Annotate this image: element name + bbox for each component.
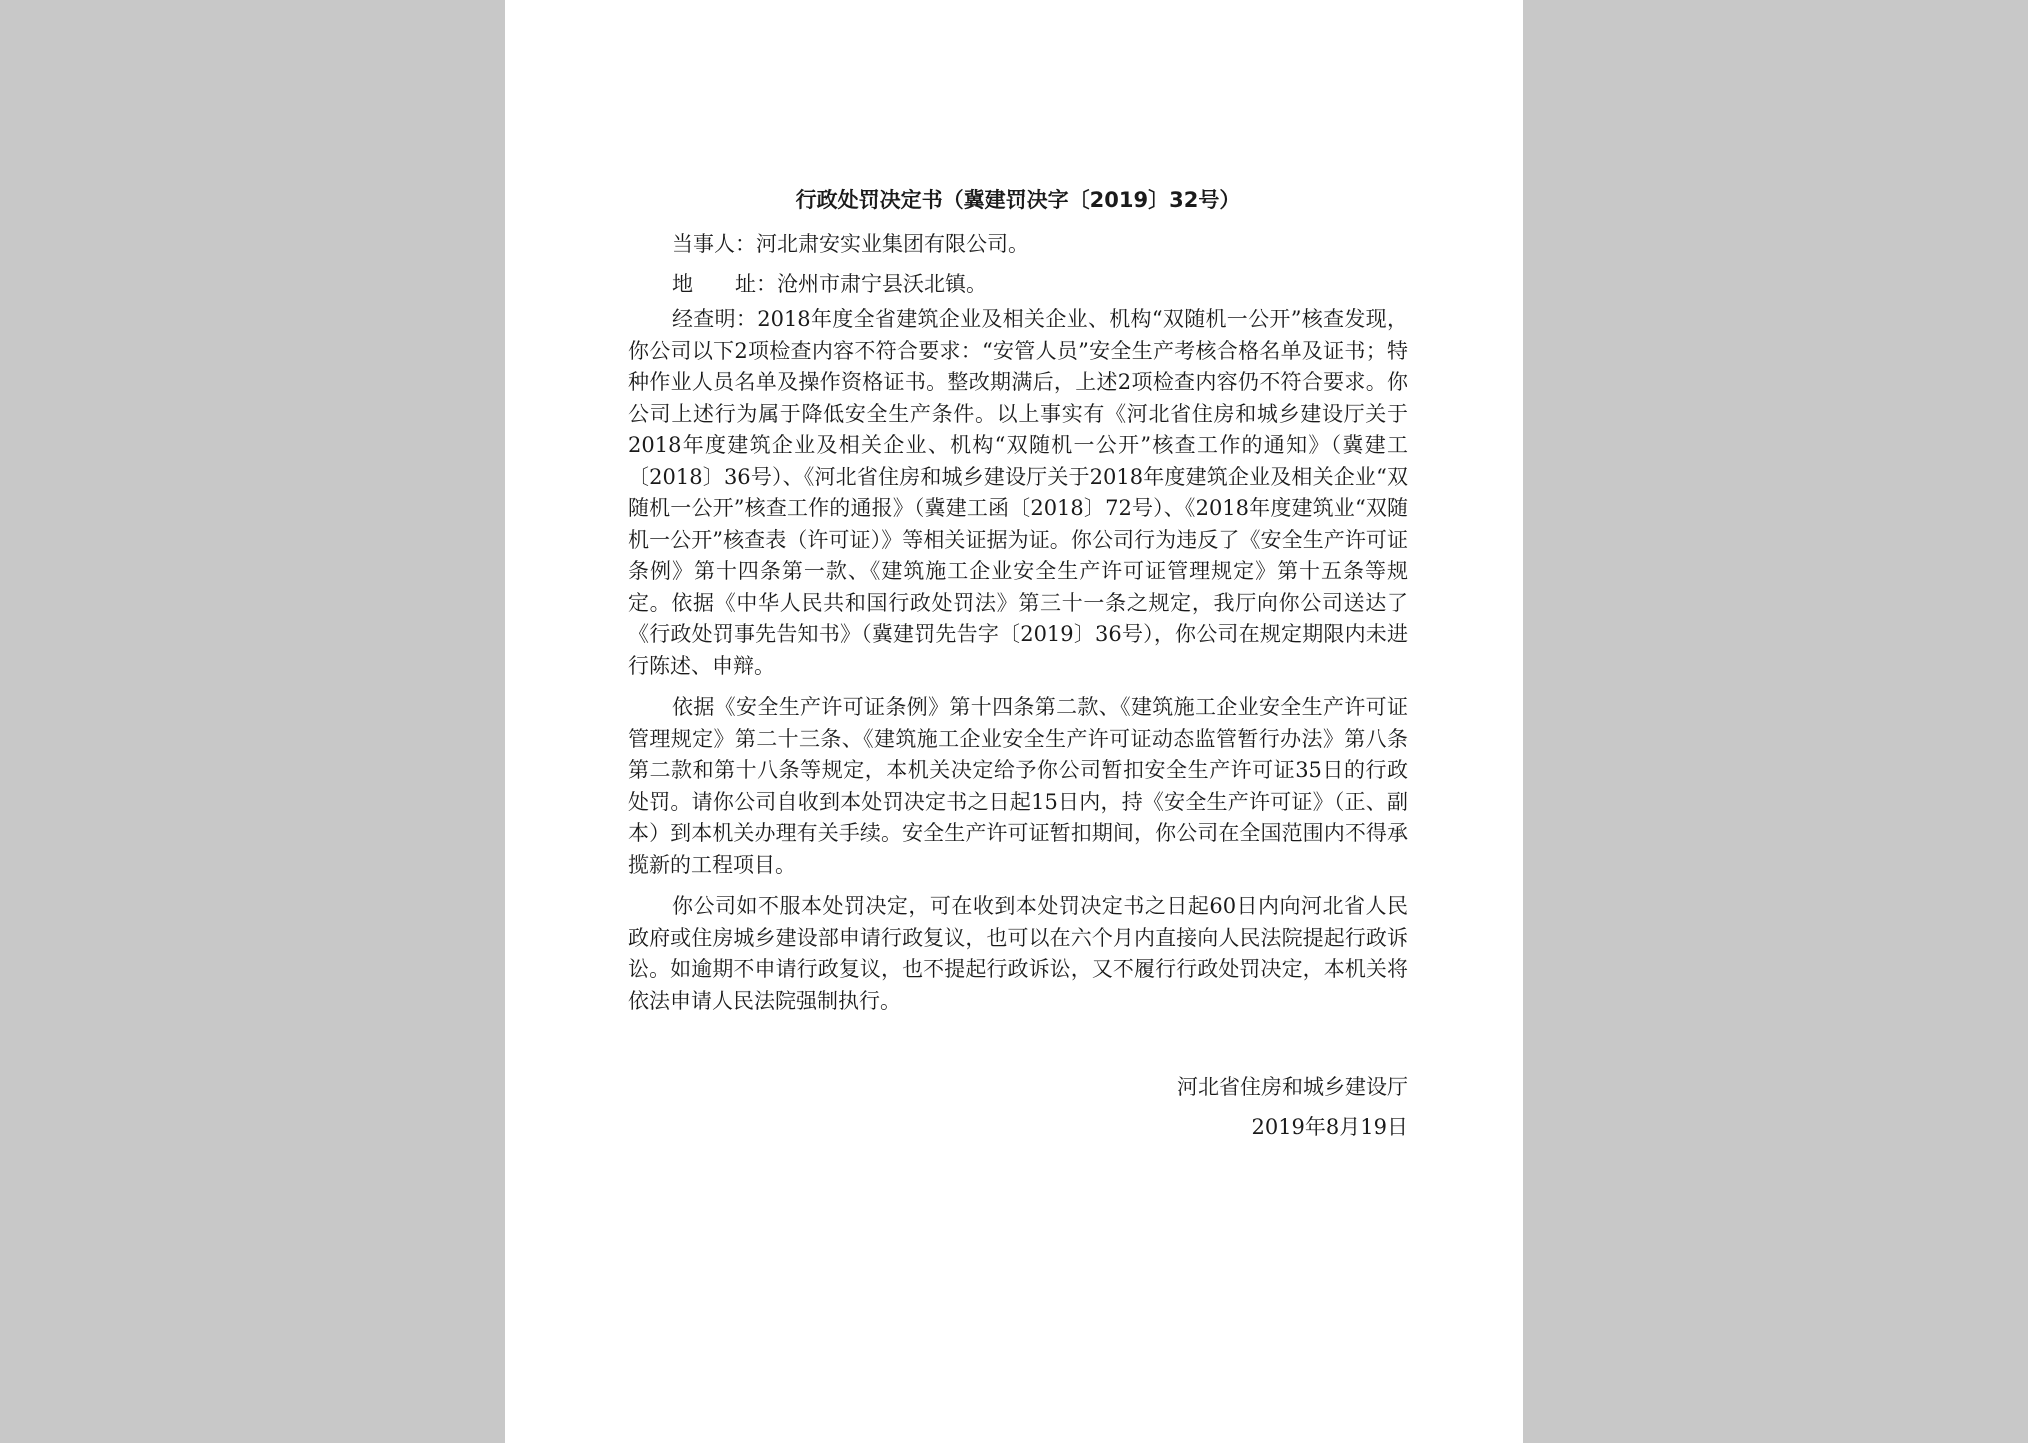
issue-date: 2019年8月19日 xyxy=(1251,1115,1408,1139)
document-page xyxy=(505,0,1523,1443)
paragraph-appeal: 你公司如不服本处罚决定，可在收到本处罚决定书之日起60日内向河北省人民政府或住房城乡建设部申请行政复议，也可以在六个月内直接向人民法院提起行政诉讼。如逾期不申请行政复议，也不提起行政诉讼，又不履行行政处罚决定，本机关将依法申请人民法院强制执行。 xyxy=(628,894,1408,1013)
document-title: 行政处罚决定书（冀建罚决字〔2019〕32号） xyxy=(795,188,1241,212)
signature-block xyxy=(628,1067,1408,1147)
party-line xyxy=(628,224,1408,264)
party-label: 当事人： xyxy=(672,232,756,256)
address-line xyxy=(628,264,1408,304)
address-value: 沧州市肃宁县沃北镇。 xyxy=(777,272,987,296)
party-value: 河北肃安实业集团有限公司。 xyxy=(756,232,1029,256)
address-label: 地 址： xyxy=(672,272,777,296)
paragraph-findings: 经查明：2018年度全省建筑企业及相关企业、机构“双随机一公开”核查发现，你公司以下2项检查内容不符合要求：“安管人员”安全生产考核合格名单及证书；特种作业人员名单及操作资格证书。整改期满后，上述2项检查内容仍不符合要求。你公司上述行为属于降低安全生产条件。以上事实有《河北省住房和城乡建设厅关于2018年度建筑企业及相关企业、机构“双随机一公开”核查工作的通知》（冀建工〔2018〕36号）、《河北省住房和城乡建设厅关于2018年度建筑企业及相关企业“双随机一公开”核查工作的通报》（冀建工函〔2018〕72号）、《2018年度建筑业“双随机一公开”核查表（许可证）》等相关证据为证。你公司行为违反了《安全生产许可证条例》第十四条第一款、《建筑施工企业安全生产许可证管理规定》第十五条等规定。依据《中华人民共和国行政处罚法》第三十一条之规定，我厅向你公司送达了《行政处罚事先告知书》（冀建罚先告字〔2019〕36号），你公司在规定期限内未进行陈述、申辩。 xyxy=(628,307,1408,678)
document-body xyxy=(628,180,1408,1147)
issuer-name: 河北省住房和城乡建设厅 xyxy=(1177,1075,1408,1099)
paragraph-decision: 依据《安全生产许可证条例》第十四条第二款、《建筑施工企业安全生产许可证管理规定》第二十三条、《建筑施工企业安全生产许可证动态监管暂行办法》第八条第二款和第十八条等规定，本机关决定给予你公司暂扣安全生产许可证35日的行政处罚。请你公司自收到本处罚决定书之日起15日内，持《安全生产许可证》（正、副本）到本机关办理有关手续。安全生产许可证暂扣期间，你公司在全国范围内不得承揽新的工程项目。 xyxy=(628,695,1408,877)
